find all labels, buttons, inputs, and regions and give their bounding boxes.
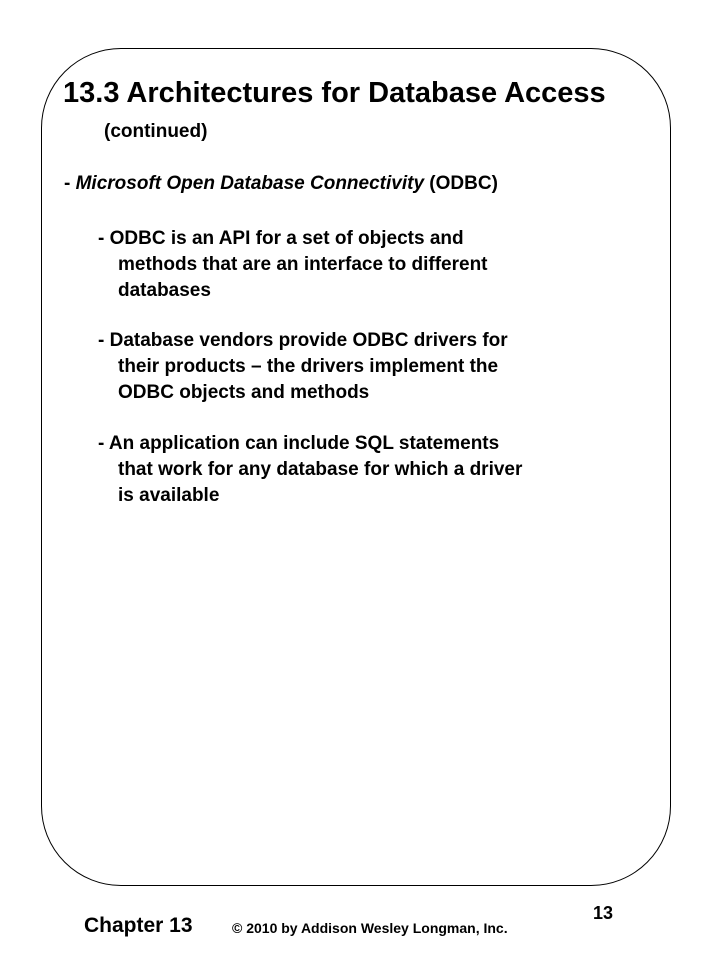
bullet-line: that work for any database for which a driver	[118, 459, 523, 480]
bullet-line: - Database vendors provide ODBC drivers for	[98, 330, 508, 351]
lead-rest: (ODBC)	[424, 173, 498, 194]
page-number: 13	[593, 903, 614, 923]
lead-dash: -	[64, 173, 76, 194]
bullet-vendor-drivers	[98, 328, 508, 406]
footer-copyright: © 2010 by Addison Wesley Longman, Inc.	[232, 920, 508, 936]
slide-title: 13.3 Architectures for Database Access	[63, 77, 606, 109]
bullet-line: their products – the drivers implement the	[118, 356, 499, 377]
lead-italic-term: Microsoft Open Database Connectivity	[75, 173, 425, 194]
bullet-line: is available	[118, 485, 220, 506]
bullet-line: methods that are an interface to different	[118, 254, 488, 275]
bullet-line: - ODBC is an API for a set of objects and	[98, 228, 464, 249]
footer-chapter: Chapter 13	[84, 914, 193, 937]
slide-subtitle: (continued)	[104, 121, 208, 142]
bullet-line: - An application can include SQL statements	[98, 433, 500, 454]
bullet-sql-statements	[98, 431, 522, 509]
bullet-odbc-api	[98, 226, 488, 304]
bullet-line: ODBC objects and methods	[118, 382, 370, 403]
lead-bullet	[64, 173, 498, 195]
bullet-line: databases	[118, 280, 211, 301]
